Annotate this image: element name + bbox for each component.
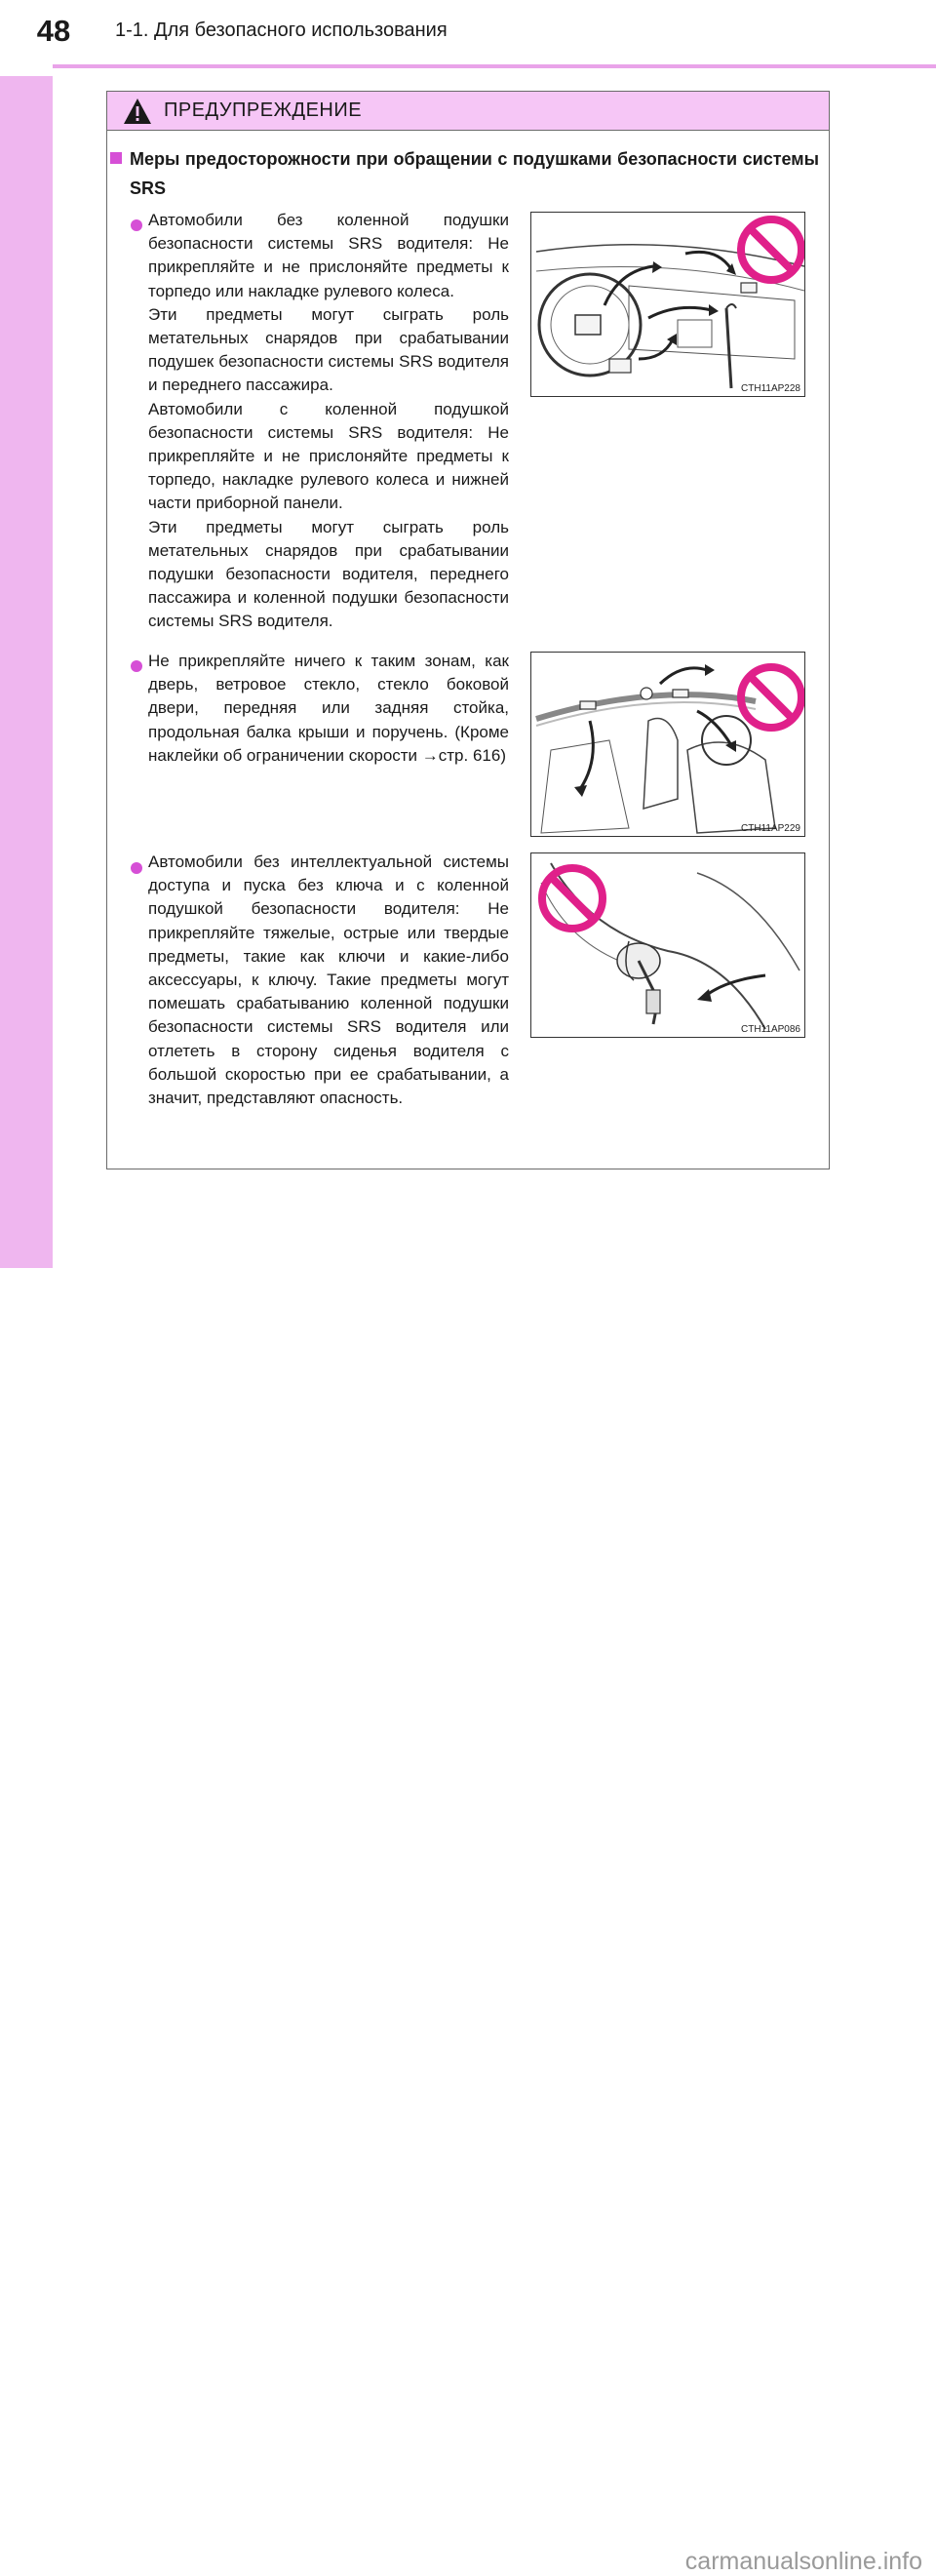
item-1-paragraph-3: Автомобили с коленной подушкой безопасности системы SRS водителя: Не прикрепляйте и не прислоняйте предметы к торпедо, накладке рулевого колеса и нижней части приборной панели. [148,399,509,513]
page-number: 48 [36,14,71,48]
warning-triangle-icon [123,98,152,125]
warning-item-2 [148,650,509,768]
warning-title: ПРЕДУПРЕЖДЕНИЕ [164,99,363,121]
figure-cabin [530,652,805,837]
item-1-paragraph-2: Эти предметы могут сыграть роль метательных снарядов при срабатывании подушек безопасности системы SRS водителя и переднего пассажира. [148,304,509,395]
warning-item-1 [148,209,509,634]
page-footer [0,1268,936,2575]
chapter-title: 1-1. Для безопасного использования [115,20,448,41]
bullet-icon [131,862,142,874]
figure-code: CTH11AP086 [741,1024,800,1035]
bullet-icon [131,660,142,672]
figure-code: CTH11AP228 [741,383,800,394]
prohibition-icon [542,868,603,929]
warning-item-3 [148,851,509,1110]
item-1-paragraph-1: Автомобили без коленной подушки безопасности системы SRS водителя: Не прикрепляйте и не прислоняйте предметы к торпедо или накладке рулевого колеса. [148,211,509,300]
item-1-paragraph-4: Эти предметы могут сыграть роль метательных снарядов при срабатывании подушки безопасности водителя, переднего пассажира и коленной подушки безопасности системы SRS водителя. [148,517,509,631]
bullet-icon [131,219,142,231]
cabin-illustration [531,653,805,837]
watermark: carmanualsonline.info [684,2548,922,2575]
warning-header [107,92,829,131]
side-strip [0,0,53,1317]
header-divider [53,64,936,68]
figure-ignition-key [530,852,805,1038]
page-header [0,0,936,76]
section-square-icon [110,152,122,164]
dashboard-illustration [531,213,805,397]
prohibition-icon [741,219,801,280]
ignition-key-illustration [531,853,805,1038]
item-3-paragraph-1: Автомобили без интеллектуальной системы доступа и пуска без ключа и с коленной подушкой безопасности водителя: Не прикрепляйте тяжелые, острые или твердые предметы, такие как ключи и какие-либо аксессуары, к ключу. Такие предметы могут помешать срабатыванию коленной подушки безопасности системы SRS водителя или отлететь в сторону сиденья водителя с большой скоростью при ее срабатывании, а значит, представляют опасность. [148,852,509,1108]
figure-dashboard [530,212,805,397]
section-title: Меры предосторожности при обращении с подушками безопасности системы SRS [130,149,819,198]
item-2-paragraph-1: Не прикрепляйте ничего к таким зонам, как дверь, ветровое стекло, стекло боковой двери, передняя или задняя стойка, продольная балка крыши и поручень. (Кроме наклейки об ограничении скорости →стр. 616) [148,652,509,765]
figure-code: CTH11AP229 [741,823,800,834]
